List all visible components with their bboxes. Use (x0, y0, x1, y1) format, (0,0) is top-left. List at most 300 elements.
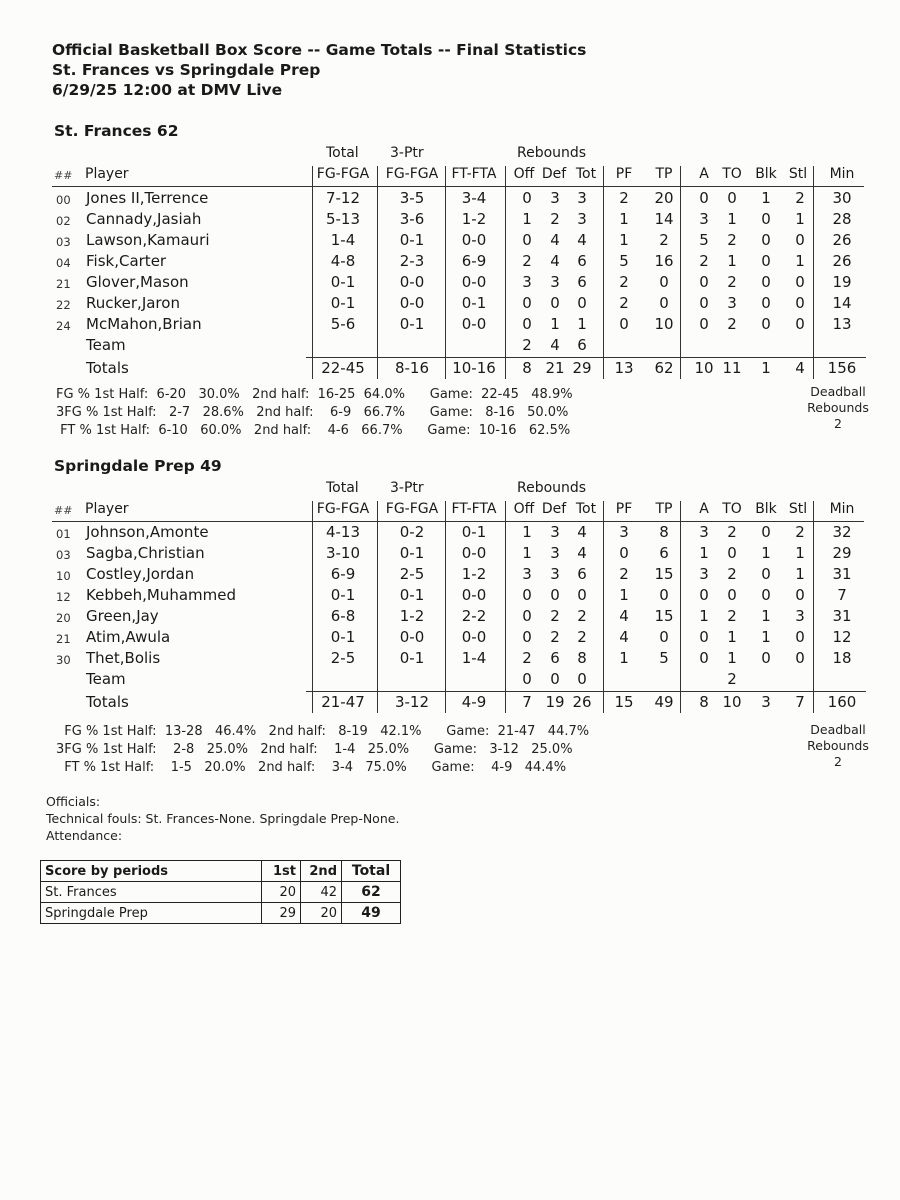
stat-fg: 7-12 (325, 189, 361, 207)
stat-def: 3 (550, 544, 560, 562)
column-divider (680, 166, 681, 379)
stat-to: 0 (727, 544, 737, 562)
stat-stl: 3 (795, 607, 805, 625)
jersey-number: 10 (56, 569, 71, 583)
deadball-rebounds-text: Deadball (810, 722, 866, 737)
column-divider (377, 166, 378, 379)
stat-stl: 1 (795, 252, 805, 270)
stat-def: 2 (550, 628, 560, 646)
stat-off: 0 (522, 189, 532, 207)
header-ft: FT-FTA (451, 166, 497, 182)
stat-stl: 0 (795, 649, 805, 667)
stat-stl: 1 (795, 544, 805, 562)
header-rule (52, 521, 864, 522)
header-stl: Stl (788, 501, 808, 517)
shooting-pct-line: FG % 1st Half: 6-20 30.0% 2nd half: 16-25 64.0% Game: 22-45 48.9% (56, 387, 573, 402)
header-pf: PF (615, 166, 633, 182)
jersey-number: 22 (56, 298, 71, 312)
stat-ft: 0-0 (461, 273, 487, 291)
total-fg: 21-47 (321, 693, 365, 711)
stat-to: 0 (727, 189, 737, 207)
stat-pf: 2 (619, 189, 629, 207)
stat-to: 2 (727, 315, 737, 333)
stat-off: 1 (522, 523, 532, 541)
stat-fg3: 0-0 (399, 628, 425, 646)
stat-min: 29 (832, 544, 852, 562)
total-ft: 4-9 (461, 693, 487, 711)
stat-to: 1 (727, 252, 737, 270)
player-name: Kebbeh,Muhammed (86, 586, 236, 604)
stat-stl: 0 (795, 315, 805, 333)
header-def: Def (541, 166, 567, 182)
stat-def: 4 (550, 231, 560, 249)
stat-tp: 16 (654, 252, 674, 270)
stat-def: 3 (550, 523, 560, 541)
score-row (41, 882, 401, 903)
stat-min: 30 (832, 189, 852, 207)
shooting-pct-line: FT % 1st Half: 6-10 60.0% 2nd half: 4-6 66.7% Game: 10-16 62.5% (56, 423, 571, 438)
header-total: Total (326, 145, 359, 161)
column-divider (377, 501, 378, 713)
jersey-number: 04 (56, 256, 71, 270)
header-to: TO (722, 166, 742, 182)
stat-fg: 4-13 (325, 523, 361, 541)
stat-ft: 1-2 (461, 565, 487, 583)
totals-rule (306, 691, 866, 692)
total-a: 8 (699, 693, 709, 711)
stat-off: 0 (522, 294, 532, 312)
column-divider (445, 166, 446, 379)
stat-tot: 6 (577, 273, 587, 291)
stat-fg: 0-1 (330, 628, 356, 646)
technical-fouls-line: Technical fouls: St. Frances-None. Springdale Prep-None. (46, 811, 400, 826)
stat-ft: 0-0 (461, 544, 487, 562)
deadball-rebounds-text: 2 (834, 416, 842, 431)
stat-ft: 1-2 (461, 210, 487, 228)
stat-a: 3 (699, 523, 709, 541)
score-total: 62 (342, 882, 401, 903)
stat-def: 0 (550, 294, 560, 312)
player-name: Glover,Mason (86, 273, 189, 291)
stat-pf: 2 (619, 273, 629, 291)
deadball-rebounds-text: 2 (834, 754, 842, 769)
stat-def: 4 (550, 252, 560, 270)
stat-a: 0 (699, 586, 709, 604)
stat-ft: 0-0 (461, 315, 487, 333)
header-total: Total (326, 480, 359, 496)
total-tot: 29 (572, 359, 592, 377)
stat-fg3: 0-0 (399, 294, 425, 312)
player-name: Jones II,Terrence (86, 189, 209, 207)
header-fg: FG-FGA (316, 166, 370, 182)
stat-pf: 1 (619, 649, 629, 667)
stat-off: 1 (522, 544, 532, 562)
stat-def: 0 (550, 670, 560, 688)
stat-a: 0 (699, 273, 709, 291)
stat-blk: 0 (761, 565, 771, 583)
stat-tot: 1 (577, 315, 587, 333)
stat-to: 1 (727, 628, 737, 646)
stat-off: 3 (522, 565, 532, 583)
header-player: Player (85, 501, 129, 517)
stat-pf: 0 (619, 544, 629, 562)
stat-a: 3 (699, 210, 709, 228)
header-def: Def (541, 501, 567, 517)
stat-min: 32 (832, 523, 852, 541)
stat-def: 4 (550, 336, 560, 354)
officials-line: Officials: (46, 794, 101, 809)
report-title: Official Basketball Box Score -- Game Totals -- Final Statistics (52, 41, 587, 59)
jersey-number: 02 (56, 214, 71, 228)
total-off: 7 (522, 693, 532, 711)
stat-pf: 2 (619, 294, 629, 312)
stat-min: 14 (832, 294, 852, 312)
stat-min: 26 (832, 231, 852, 249)
stat-a: 2 (699, 252, 709, 270)
stat-tp: 15 (654, 607, 674, 625)
stat-pf: 1 (619, 586, 629, 604)
stat-ft: 0-0 (461, 628, 487, 646)
player-name: Costley,Jordan (86, 565, 195, 583)
player-name: Rucker,Jaron (86, 294, 180, 312)
column-divider (813, 501, 814, 713)
column-divider (505, 501, 506, 713)
stat-fg: 1-4 (330, 231, 356, 249)
stat-tot: 4 (577, 544, 587, 562)
jersey-number: 03 (56, 548, 71, 562)
stat-tp: 6 (659, 544, 669, 562)
total-a: 10 (694, 359, 714, 377)
stat-off: 0 (522, 670, 532, 688)
player-name: Lawson,Kamauri (86, 231, 210, 249)
stat-tot: 6 (577, 252, 587, 270)
stat-min: 7 (837, 586, 847, 604)
jersey-number: 30 (56, 653, 71, 667)
stat-pf: 4 (619, 628, 629, 646)
stat-fg3: 0-0 (399, 273, 425, 291)
total-min: 160 (827, 693, 857, 711)
stat-tot: 8 (577, 649, 587, 667)
stat-tot: 3 (577, 189, 587, 207)
header-fg3: FG-FGA (385, 501, 439, 517)
jersey-number: 21 (56, 632, 71, 646)
stat-ft: 0-1 (461, 523, 487, 541)
stat-def: 0 (550, 586, 560, 604)
header-fg: FG-FGA (316, 501, 370, 517)
stat-fg3: 0-1 (399, 649, 425, 667)
column-divider (312, 166, 313, 379)
stat-a: 0 (699, 628, 709, 646)
jersey-number: 24 (56, 319, 71, 333)
stat-stl: 2 (795, 523, 805, 541)
stat-blk: 0 (761, 523, 771, 541)
total-fg3: 8-16 (394, 359, 430, 377)
player-name: Cannady,Jasiah (86, 210, 202, 228)
score-p2: 20 (301, 903, 342, 924)
player-name: Team (86, 336, 126, 354)
stat-stl: 2 (795, 189, 805, 207)
stat-tot: 2 (577, 628, 587, 646)
team-title: St. Frances 62 (54, 122, 179, 140)
header-off: Off (513, 166, 535, 182)
stat-tp: 8 (659, 523, 669, 541)
stat-pf: 0 (619, 315, 629, 333)
header-a: A (699, 166, 709, 182)
stat-blk: 0 (761, 586, 771, 604)
header-tp: TP (655, 166, 673, 182)
stat-off: 1 (522, 210, 532, 228)
stat-min: 26 (832, 252, 852, 270)
stat-tp: 10 (654, 315, 674, 333)
header-tot: Tot (575, 501, 597, 517)
stat-off: 0 (522, 315, 532, 333)
stat-off: 2 (522, 336, 532, 354)
total-fg3: 3-12 (394, 693, 430, 711)
stat-min: 13 (832, 315, 852, 333)
stat-fg: 0-1 (330, 273, 356, 291)
stat-pf: 5 (619, 252, 629, 270)
stat-pf: 3 (619, 523, 629, 541)
stat-def: 2 (550, 210, 560, 228)
stat-tp: 15 (654, 565, 674, 583)
score-p2: 42 (301, 882, 342, 903)
stat-blk: 1 (761, 607, 771, 625)
total-to: 11 (722, 359, 742, 377)
header-to: TO (722, 501, 742, 517)
header-blk: Blk (755, 166, 777, 182)
stat-min: 31 (832, 607, 852, 625)
column-divider (445, 501, 446, 713)
col-1st: 1st (262, 861, 301, 882)
header-num: ## (54, 504, 73, 517)
score-p1: 20 (262, 882, 301, 903)
stat-tp: 20 (654, 189, 674, 207)
stat-to: 1 (727, 649, 737, 667)
col-total: Total (342, 861, 401, 882)
header-fg3: FG-FGA (385, 166, 439, 182)
column-divider (603, 166, 604, 379)
stat-pf: 4 (619, 607, 629, 625)
deadball-rebounds-text: Deadball (810, 384, 866, 399)
stat-pf: 1 (619, 210, 629, 228)
deadball-rebounds-text: Rebounds (807, 400, 869, 415)
shooting-pct-line: FG % 1st Half: 13-28 46.4% 2nd half: 8-19 42.1% Game: 21-47 44.7% (56, 724, 590, 739)
stat-tot: 2 (577, 607, 587, 625)
player-name: Johnson,Amonte (86, 523, 209, 541)
stat-blk: 0 (761, 315, 771, 333)
stat-stl: 0 (795, 294, 805, 312)
player-name: Team (86, 670, 126, 688)
stat-a: 0 (699, 189, 709, 207)
header-ft: FT-FTA (451, 501, 497, 517)
column-divider (680, 501, 681, 713)
stat-blk: 0 (761, 294, 771, 312)
stat-tp: 0 (659, 586, 669, 604)
player-name: Thet,Bolis (86, 649, 161, 667)
stat-tp: 5 (659, 649, 669, 667)
header-blk: Blk (755, 501, 777, 517)
jersey-number: 12 (56, 590, 71, 604)
stat-blk: 0 (761, 231, 771, 249)
stat-def: 1 (550, 315, 560, 333)
stat-fg3: 0-1 (399, 544, 425, 562)
column-divider (603, 501, 604, 713)
shooting-pct-line: 3FG % 1st Half: 2-7 28.6% 2nd half: 6-9 66.7% Game: 8-16 50.0% (56, 405, 569, 420)
stat-off: 0 (522, 628, 532, 646)
totals-rule (306, 357, 866, 358)
jersey-number: 03 (56, 235, 71, 249)
total-tp: 49 (654, 693, 674, 711)
player-name: Green,Jay (86, 607, 159, 625)
player-name: Fisk,Carter (86, 252, 167, 270)
stat-min: 28 (832, 210, 852, 228)
stat-fg3: 1-2 (399, 607, 425, 625)
stat-fg3: 3-6 (399, 210, 425, 228)
score-p1: 29 (262, 903, 301, 924)
stat-tp: 14 (654, 210, 674, 228)
stat-fg: 0-1 (330, 294, 356, 312)
stat-def: 2 (550, 607, 560, 625)
total-min: 156 (827, 359, 857, 377)
header-min: Min (829, 166, 855, 182)
total-off: 8 (522, 359, 532, 377)
stat-def: 3 (550, 565, 560, 583)
stat-fg3: 0-2 (399, 523, 425, 541)
stat-to: 2 (727, 670, 737, 688)
stat-tot: 0 (577, 294, 587, 312)
header-num: ## (54, 169, 73, 182)
total-fg: 22-45 (321, 359, 365, 377)
stat-stl: 0 (795, 273, 805, 291)
header-rebounds: Rebounds (517, 145, 587, 161)
stat-tot: 4 (577, 231, 587, 249)
jersey-number: 20 (56, 611, 71, 625)
total-def: 21 (545, 359, 565, 377)
stat-off: 2 (522, 252, 532, 270)
stat-def: 6 (550, 649, 560, 667)
player-name: Atim,Awula (86, 628, 171, 646)
score-team-name: Springdale Prep (41, 903, 262, 924)
jersey-number: 21 (56, 277, 71, 291)
stat-a: 1 (699, 544, 709, 562)
stat-a: 0 (699, 315, 709, 333)
total-stl: 7 (795, 693, 805, 711)
stat-to: 2 (727, 231, 737, 249)
stat-stl: 0 (795, 231, 805, 249)
header-tot: Tot (575, 166, 597, 182)
stat-blk: 0 (761, 649, 771, 667)
column-divider (312, 501, 313, 713)
total-stl: 4 (795, 359, 805, 377)
stat-fg3: 0-1 (399, 231, 425, 249)
header-a: A (699, 501, 709, 517)
jersey-number: 01 (56, 527, 71, 541)
stat-blk: 0 (761, 273, 771, 291)
stat-blk: 0 (761, 210, 771, 228)
stat-to: 2 (727, 565, 737, 583)
total-tp: 62 (654, 359, 674, 377)
stat-tot: 6 (577, 565, 587, 583)
stat-stl: 1 (795, 565, 805, 583)
stat-fg3: 0-1 (399, 586, 425, 604)
stat-stl: 0 (795, 586, 805, 604)
stat-ft: 0-0 (461, 231, 487, 249)
stat-ft: 2-2 (461, 607, 487, 625)
total-ft: 10-16 (452, 359, 496, 377)
total-to: 10 (722, 693, 742, 711)
player-name: McMahon,Brian (86, 315, 202, 333)
score-row (41, 903, 401, 924)
stat-fg: 2-5 (330, 649, 356, 667)
stat-tot: 3 (577, 210, 587, 228)
col-2nd: 2nd (301, 861, 342, 882)
player-name: Sagba,Christian (86, 544, 205, 562)
stat-min: 12 (832, 628, 852, 646)
stat-tot: 0 (577, 586, 587, 604)
header-stl: Stl (788, 166, 808, 182)
stat-tp: 0 (659, 294, 669, 312)
stat-fg: 5-6 (330, 315, 356, 333)
stat-a: 3 (699, 565, 709, 583)
stat-ft: 3-4 (461, 189, 487, 207)
totals-label: Totals (86, 359, 129, 377)
header-tp: TP (655, 501, 673, 517)
stat-blk: 1 (761, 544, 771, 562)
stat-to: 2 (727, 607, 737, 625)
stat-to: 0 (727, 586, 737, 604)
stat-min: 19 (832, 273, 852, 291)
header-min: Min (829, 501, 855, 517)
stat-off: 3 (522, 273, 532, 291)
stat-ft: 0-0 (461, 586, 487, 604)
score-table-header-row (41, 861, 401, 882)
stat-pf: 1 (619, 231, 629, 249)
stat-ft: 0-1 (461, 294, 487, 312)
score-team-name: St. Frances (41, 882, 262, 903)
stat-off: 2 (522, 649, 532, 667)
stat-fg3: 0-1 (399, 315, 425, 333)
stat-stl: 1 (795, 210, 805, 228)
stat-blk: 0 (761, 252, 771, 270)
stat-blk: 1 (761, 628, 771, 646)
stat-fg: 4-8 (330, 252, 356, 270)
stat-to: 3 (727, 294, 737, 312)
stat-to: 2 (727, 273, 737, 291)
stat-def: 3 (550, 189, 560, 207)
team-title: Springdale Prep 49 (54, 457, 222, 475)
stat-min: 18 (832, 649, 852, 667)
stat-tot: 0 (577, 670, 587, 688)
stat-a: 1 (699, 607, 709, 625)
stat-min: 31 (832, 565, 852, 583)
stat-fg3: 3-5 (399, 189, 425, 207)
totals-label: Totals (86, 693, 129, 711)
stat-tp: 2 (659, 231, 669, 249)
attendance-line: Attendance: (46, 828, 123, 843)
stat-blk: 1 (761, 189, 771, 207)
header-rule (52, 186, 864, 187)
stat-tot: 4 (577, 523, 587, 541)
stat-off: 0 (522, 231, 532, 249)
matchup-title: St. Frances vs Springdale Prep (52, 61, 321, 79)
total-def: 19 (545, 693, 565, 711)
stat-to: 1 (727, 210, 737, 228)
stat-to: 2 (727, 523, 737, 541)
total-pf: 15 (614, 693, 634, 711)
total-blk: 1 (761, 359, 771, 377)
stat-fg: 5-13 (325, 210, 361, 228)
shooting-pct-line: 3FG % 1st Half: 2-8 25.0% 2nd half: 1-4 25.0% Game: 3-12 25.0% (56, 742, 573, 757)
